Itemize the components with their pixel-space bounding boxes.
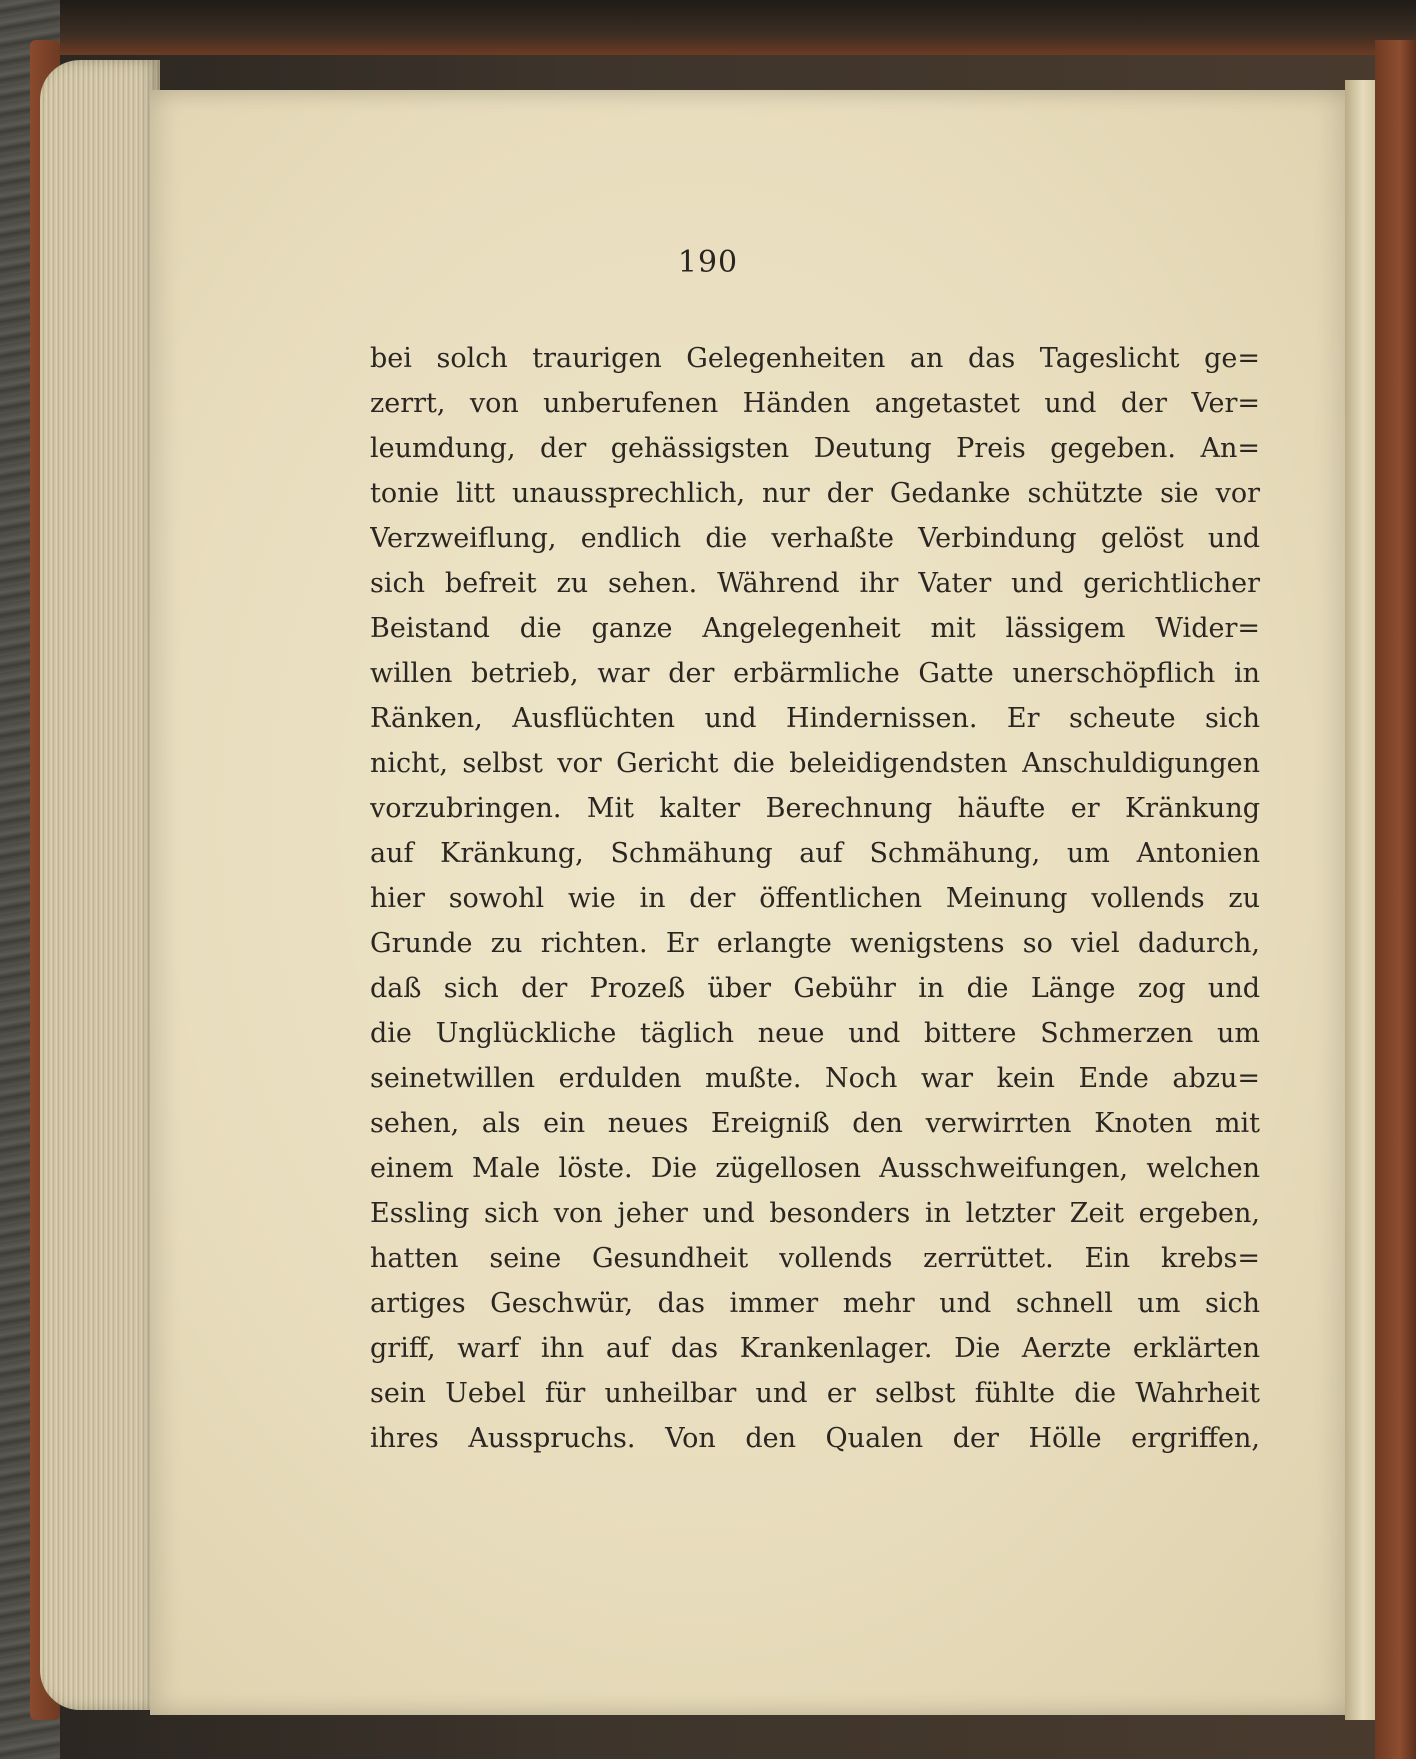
- text-line: auf Kränkung, Schmähung auf Schmähung, um Antonien: [370, 838, 1260, 869]
- text-line: vorzubringen. Mit kalter Berechnung häufte er Kränkung: [370, 793, 1260, 824]
- text-line: Ränken, Ausflüchten und Hindernissen. Er scheute sich: [370, 703, 1260, 734]
- text-line: Essling sich von jeher und besonders in letzter Zeit ergeben,: [370, 1198, 1260, 1229]
- text-line: bei solch traurigen Gelegenheiten an das Tageslicht ge=: [370, 343, 1260, 374]
- text-line: willen betrieb, war der erbärmliche Gatte unerschöpflich in: [370, 658, 1260, 689]
- body-text: [370, 336, 1260, 1461]
- text-line: nicht, selbst vor Gericht die beleidigendsten Anschuldigungen: [370, 748, 1260, 779]
- text-line: hatten seine Gesundheit vollends zerrüttet. Ein krebs=: [370, 1243, 1260, 1274]
- text-line: Verzweiflung, endlich die verhaßte Verbindung gelöst und: [370, 523, 1260, 554]
- text-line: sich befreit zu sehen. Während ihr Vater und gerichtlicher: [370, 568, 1260, 599]
- text-line: sehen, als ein neues Ereigniß den verwirrten Knoten mit: [370, 1108, 1260, 1139]
- text-line: leumdung, der gehässigsten Deutung Preis gegeben. An=: [370, 433, 1260, 464]
- book-cover-right: [1375, 40, 1416, 1759]
- text-line: daß sich der Prozeß über Gebühr in die Länge zog und: [370, 973, 1260, 1004]
- text-line: sein Uebel für unheilbar und er selbst fühlte die Wahrheit: [370, 1378, 1260, 1409]
- text-line: tonie litt unaussprechlich, nur der Gedanke schützte sie vor: [370, 478, 1260, 509]
- text-line: seinetwillen erdulden mußte. Noch war kein Ende abzu=: [370, 1063, 1260, 1094]
- page-edges-stack: [40, 60, 160, 1710]
- book-cover-top: [0, 0, 1416, 55]
- text-line: Grunde zu richten. Er erlangte wenigstens so viel dadurch,: [370, 928, 1260, 959]
- text-line: Beistand die ganze Angelegenheit mit lässigem Wider=: [370, 613, 1260, 644]
- text-line: ihres Ausspruchs. Von den Qualen der Hölle ergriffen,: [370, 1423, 1260, 1454]
- text-line: einem Male löste. Die zügellosen Ausschweifungen, welchen: [370, 1153, 1260, 1184]
- text-line: die Unglückliche täglich neue und bittere Schmerzen um: [370, 1018, 1260, 1049]
- page-gutter: [1345, 80, 1375, 1720]
- text-line: griff, warf ihn auf das Krankenlager. Die Aerzte erklärten: [370, 1333, 1260, 1364]
- text-line: artiges Geschwür, das immer mehr und schnell um sich: [370, 1288, 1260, 1319]
- text-line: hier sowohl wie in der öffentlichen Meinung vollends zu: [370, 883, 1260, 914]
- page-number: 190: [677, 245, 739, 280]
- text-line: zerrt, von unberufenen Händen angetastet und der Ver=: [370, 388, 1260, 419]
